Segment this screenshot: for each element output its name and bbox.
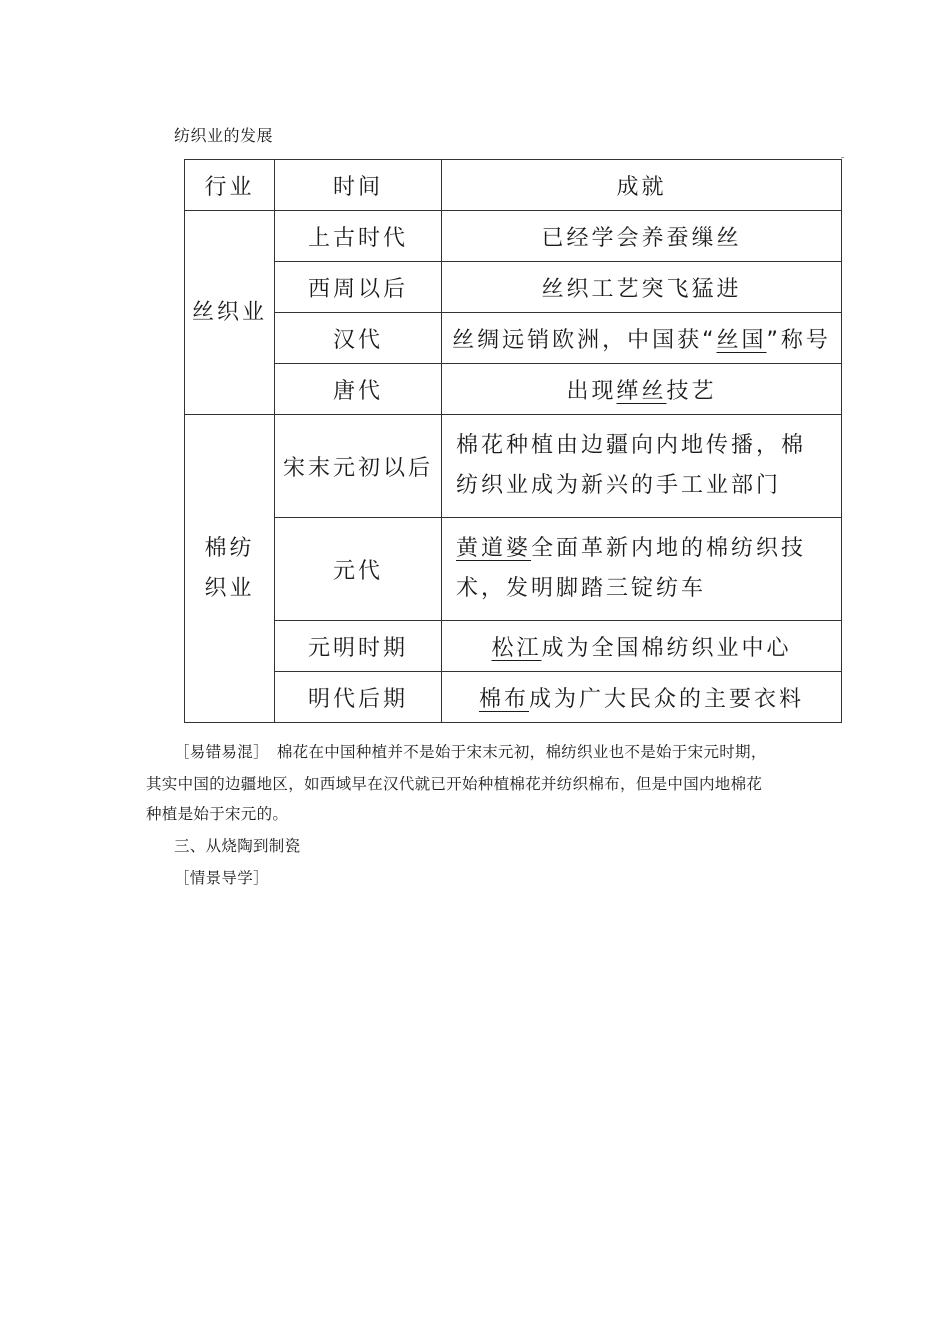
header-time: 时间 [275,160,442,211]
note-line-1: ［易错易混］ 棉花在中国种植并不是始于宋末元初，棉纺织业也不是始于宋元时期， [174,743,767,761]
time-cell: 元代 [275,518,442,621]
achievement-cell: 黄道婆全面革新内地的棉纺织技术，发明脚踏三锭纺车 [442,518,842,621]
underlined-term: 缂丝 [616,378,667,404]
time-cell: 唐代 [275,364,442,415]
table-row [185,621,842,672]
table-row [185,518,842,621]
table-row [185,313,842,364]
table-row [185,415,842,518]
table-header-row [185,160,842,211]
industry-cotton: 棉纺 织业 [185,415,275,723]
table-row [185,262,842,313]
achievement-cell: 棉花种植由边疆向内地传播，棉纺织业成为新兴的手工业部门 [442,415,842,518]
note-line-3: 种植是始于宋元的。 [146,805,289,823]
table-row [185,211,842,262]
achievement-cell: 丝织工艺突飞猛进 [442,262,842,313]
note-line-2: 其实中国的边疆地区，如西域早在汉代就已开始种植棉花并纺织棉布，但是中国内地棉花 [146,775,763,793]
achievement-cell: 棉布成为广大民众的主要衣料 [442,672,842,723]
time-cell: 元明时期 [275,621,442,672]
achievement-cell: 松江成为全国棉纺织业中心 [442,621,842,672]
time-cell: 汉代 [275,313,442,364]
underlined-term: 丝国 [716,327,767,353]
underlined-term: 棉布 [478,686,529,712]
time-cell: 明代后期 [275,672,442,723]
textile-development-table [184,159,842,723]
header-achievement: 成就 [442,160,842,211]
table-caption: 纺织业的发展 [174,126,274,145]
time-cell: 上古时代 [275,211,442,262]
time-cell: 西周以后 [275,262,442,313]
header-industry: 行业 [185,160,275,211]
industry-silk: 丝织业 [185,211,275,415]
table-row [185,364,842,415]
time-cell: 宋末元初以后 [275,415,442,518]
section-title: 三、从烧陶到制瓷 [174,837,301,855]
table-row [185,672,842,723]
underlined-term: 黄道婆 [456,536,532,561]
achievement-cell: 已经学会养蚕缫丝 [442,211,842,262]
achievement-cell: 出现缂丝技艺 [442,364,842,415]
table-corner-mark [841,157,844,158]
underlined-term: 松江 [491,635,542,661]
achievement-cell: 丝绸远销欧洲，中国获“丝国”称号 [442,313,842,364]
subsection-title: ［情景导学］ [174,869,269,887]
